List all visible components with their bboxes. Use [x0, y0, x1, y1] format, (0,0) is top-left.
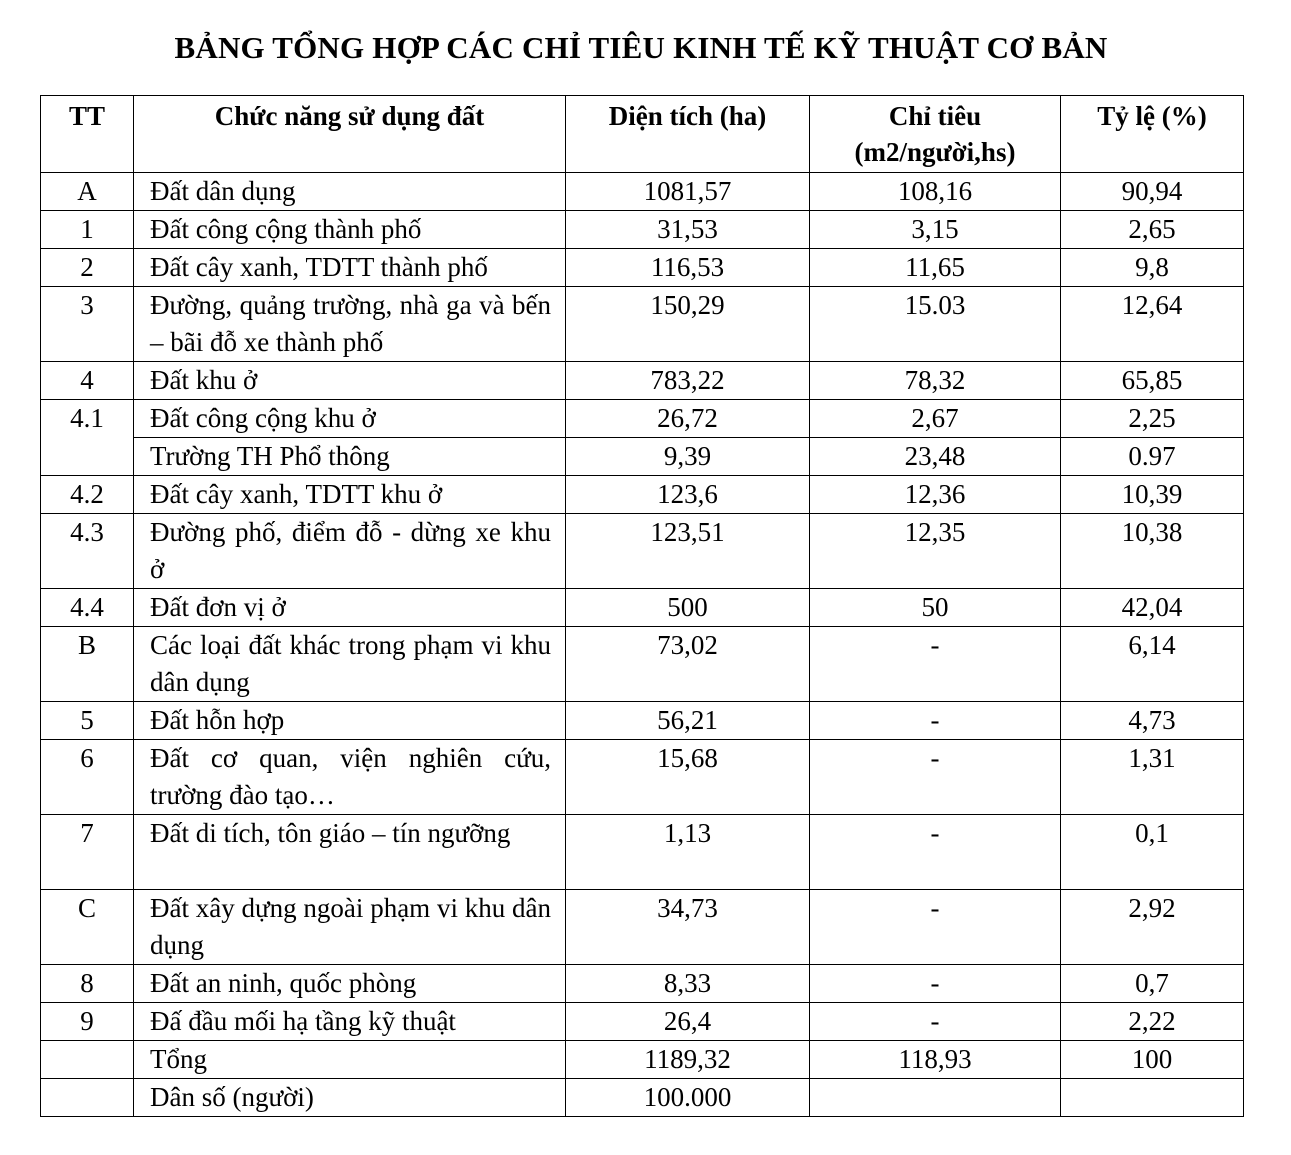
cell-function: Các loại đất khác trong phạm vi khu dân dụng	[134, 627, 566, 702]
table-row-population	[41, 1079, 1244, 1117]
cell-indicator: 2,67	[810, 400, 1061, 438]
cell-ratio: 100	[1061, 1041, 1244, 1079]
cell-ratio: 9,8	[1061, 249, 1244, 287]
cell-tt: A	[41, 173, 134, 211]
cell-function: Đất công cộng khu ở	[134, 400, 566, 438]
cell-indicator: -	[810, 1003, 1061, 1041]
cell-ratio: 65,85	[1061, 362, 1244, 400]
cell-ratio: 2,22	[1061, 1003, 1244, 1041]
cell-indicator: 108,16	[810, 173, 1061, 211]
cell-indicator: 3,15	[810, 211, 1061, 249]
cell-ratio: 2,92	[1061, 890, 1244, 965]
table-row	[41, 211, 1244, 249]
cell-function: Dân số (người)	[134, 1079, 566, 1117]
cell-tt: 4	[41, 362, 134, 400]
cell-area: 26,4	[566, 1003, 810, 1041]
cell-function: Đất công cộng thành phố	[134, 211, 566, 249]
cell-indicator: 50	[810, 589, 1061, 627]
header-function: Chức năng sử dụng đất	[134, 96, 566, 173]
cell-function: Tổng	[134, 1041, 566, 1079]
cell-tt: 4.2	[41, 476, 134, 514]
cell-ratio: 0,7	[1061, 965, 1244, 1003]
cell-ratio: 12,64	[1061, 287, 1244, 362]
cell-indicator: -	[810, 890, 1061, 965]
cell-tt: 4.4	[41, 589, 134, 627]
cell-ratio: 6,14	[1061, 627, 1244, 702]
cell-ratio: 2,25	[1061, 400, 1244, 438]
cell-function: Đất đơn vị ở	[134, 589, 566, 627]
cell-function: Đường phố, điểm đỗ - dừng xe khu ở	[134, 514, 566, 589]
table-row	[41, 965, 1244, 1003]
cell-area: 73,02	[566, 627, 810, 702]
cell-indicator: 15.03	[810, 287, 1061, 362]
cell-function: Đất cơ quan, viện nghiên cứu, trường đào tạo…	[134, 740, 566, 815]
cell-tt: 4.3	[41, 514, 134, 589]
cell-area: 31,53	[566, 211, 810, 249]
cell-area: 26,72	[566, 400, 810, 438]
cell-area: 56,21	[566, 702, 810, 740]
table-row	[41, 815, 1244, 890]
cell-area: 1081,57	[566, 173, 810, 211]
table-row	[41, 514, 1244, 589]
table-row	[41, 249, 1244, 287]
cell-ratio: 0.97	[1061, 438, 1244, 476]
cell-area: 1189,32	[566, 1041, 810, 1079]
cell-area: 783,22	[566, 362, 810, 400]
cell-function: Đấ đầu mối hạ tầng kỹ thuật	[134, 1003, 566, 1041]
cell-tt	[41, 1041, 134, 1079]
cell-tt	[41, 1079, 134, 1117]
cell-ratio: 0,1	[1061, 815, 1244, 890]
cell-tt: 1	[41, 211, 134, 249]
cell-indicator: -	[810, 815, 1061, 890]
cell-area: 116,53	[566, 249, 810, 287]
cell-ratio: 4,73	[1061, 702, 1244, 740]
cell-area: 9,39	[566, 438, 810, 476]
cell-function: Đất dân dụng	[134, 173, 566, 211]
cell-indicator: -	[810, 702, 1061, 740]
header-indicator-line1: Chỉ tiêu	[888, 101, 982, 131]
cell-tt: C	[41, 890, 134, 965]
cell-indicator: 11,65	[810, 249, 1061, 287]
cell-function: Đường, quảng trường, nhà ga và bến – bãi đỗ xe thành phố	[134, 287, 566, 362]
cell-ratio: 42,04	[1061, 589, 1244, 627]
cell-function: Đất an ninh, quốc phòng	[134, 965, 566, 1003]
cell-ratio: 10,39	[1061, 476, 1244, 514]
cell-ratio: 90,94	[1061, 173, 1244, 211]
cell-area: 123,6	[566, 476, 810, 514]
cell-area: 34,73	[566, 890, 810, 965]
cell-indicator: 23,48	[810, 438, 1061, 476]
cell-function: Đất khu ở	[134, 362, 566, 400]
cell-indicator: -	[810, 740, 1061, 815]
cell-indicator: -	[810, 627, 1061, 702]
cell-tt: 9	[41, 1003, 134, 1041]
cell-function: Đất cây xanh, TDTT khu ở	[134, 476, 566, 514]
cell-area: 123,51	[566, 514, 810, 589]
cell-tt: 4.1	[41, 400, 134, 476]
cell-area: 100.000	[566, 1079, 810, 1117]
cell-area: 1,13	[566, 815, 810, 890]
cell-tt: 3	[41, 287, 134, 362]
cell-tt: 6	[41, 740, 134, 815]
cell-indicator: 12,35	[810, 514, 1061, 589]
table-header-row	[41, 96, 1244, 173]
table-row	[41, 740, 1244, 815]
document-title: BẢNG TỔNG HỢP CÁC CHỈ TIÊU KINH TẾ KỸ THUẬT CƠ BẢN	[174, 30, 1108, 65]
header-area: Diện tích (ha)	[566, 96, 810, 173]
table-row	[41, 362, 1244, 400]
table-row	[41, 589, 1244, 627]
cell-function: Đất cây xanh, TDTT thành phố	[134, 249, 566, 287]
land-use-table	[40, 95, 1244, 1117]
cell-indicator: 12,36	[810, 476, 1061, 514]
header-indicator	[810, 96, 1061, 173]
cell-area: 150,29	[566, 287, 810, 362]
cell-function: Đất hỗn hợp	[134, 702, 566, 740]
cell-tt: 7	[41, 815, 134, 890]
cell-area: 8,33	[566, 965, 810, 1003]
header-indicator-line2: (m2/người,hs)	[854, 137, 1016, 167]
cell-indicator: -	[810, 965, 1061, 1003]
cell-ratio: 1,31	[1061, 740, 1244, 815]
header-ratio: Tỷ lệ (%)	[1061, 96, 1244, 173]
cell-tt: 2	[41, 249, 134, 287]
table-row	[41, 438, 1244, 476]
cell-area: 15,68	[566, 740, 810, 815]
table-row	[41, 890, 1244, 965]
cell-ratio	[1061, 1079, 1244, 1117]
cell-tt: 5	[41, 702, 134, 740]
cell-tt: B	[41, 627, 134, 702]
table-row	[41, 173, 1244, 211]
table-row	[41, 287, 1244, 362]
cell-function: Đất di tích, tôn giáo – tín ngưỡng	[134, 815, 566, 890]
cell-indicator: 118,93	[810, 1041, 1061, 1079]
table-row	[41, 702, 1244, 740]
table-row	[41, 476, 1244, 514]
cell-ratio: 10,38	[1061, 514, 1244, 589]
cell-area: 500	[566, 589, 810, 627]
table-row	[41, 400, 1244, 438]
cell-tt: 8	[41, 965, 134, 1003]
cell-function: Trường TH Phổ thông	[134, 438, 566, 476]
cell-indicator: 78,32	[810, 362, 1061, 400]
table-row-total	[41, 1041, 1244, 1079]
table-row	[41, 1003, 1244, 1041]
cell-indicator	[810, 1079, 1061, 1117]
header-tt: TT	[41, 96, 134, 173]
table-row	[41, 627, 1244, 702]
cell-ratio: 2,65	[1061, 211, 1244, 249]
cell-function: Đất xây dựng ngoài phạm vi khu dân dụng	[134, 890, 566, 965]
